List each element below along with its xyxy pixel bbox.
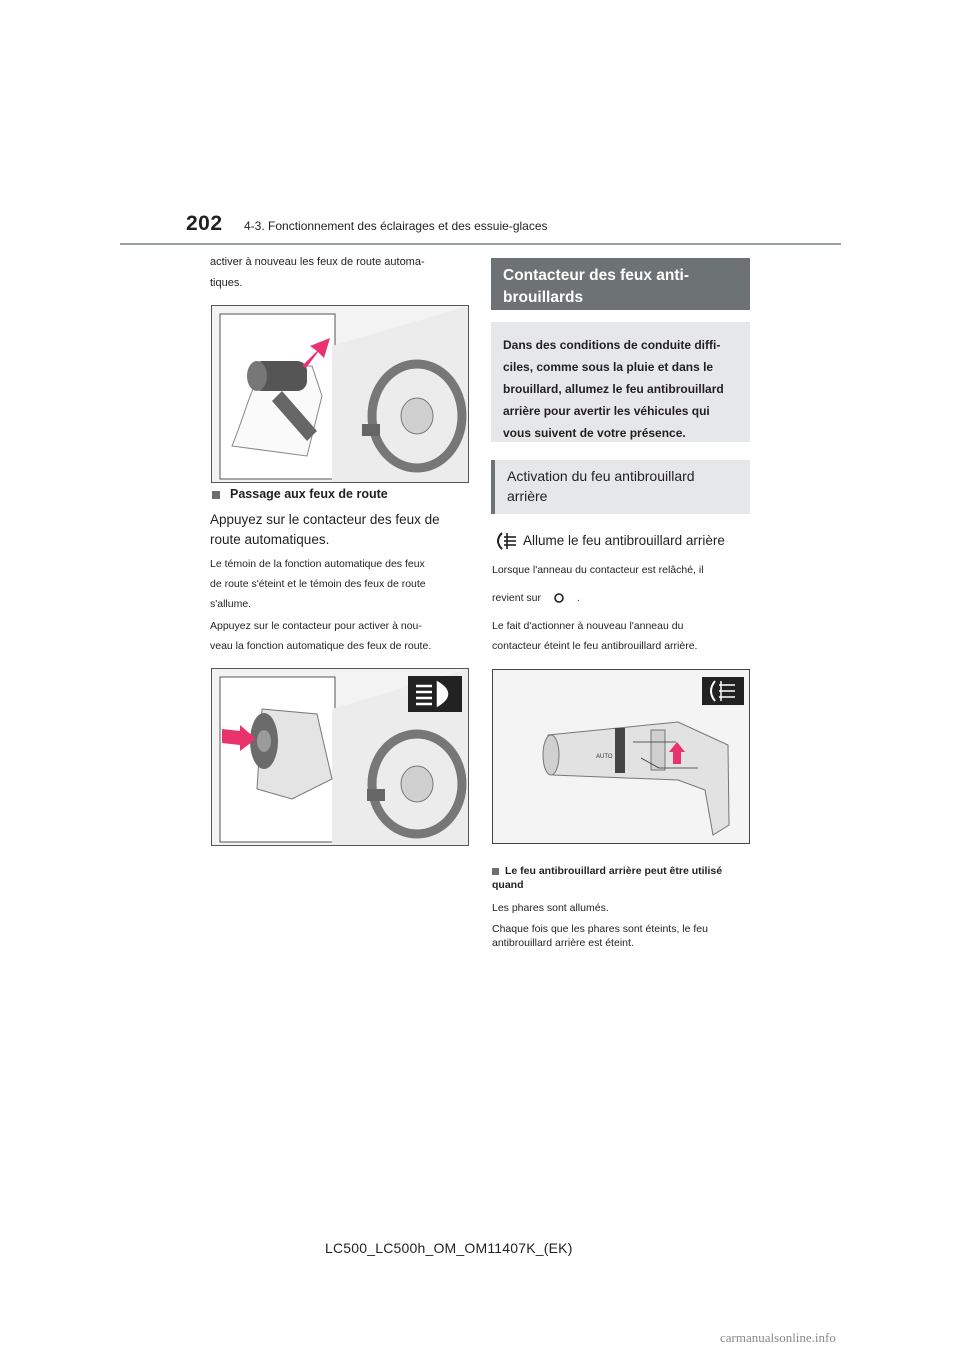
illustration-switch-press [212,669,468,845]
document-code: LC500_LC500h_OM_OM11407K_(EK) [325,1240,573,1256]
info-box: Dans des conditions de conduite diffi- ciles, comme sous la pluie et dans le brouillard, allumez le feu antibrouillard arrière pour avertir les véhicules qui vous suivent de votre présence. [491,322,750,442]
note-heading-text: Le feu antibrouillard arrière peut être utilisé quand [492,865,723,891]
auto-label: AUTO [596,754,613,760]
subhead-high-beam [212,487,388,501]
page-number: 202 [186,212,223,235]
illustration-lever-pull [212,306,468,482]
off-circle-icon [548,591,570,605]
illustration-fog-switch [493,670,749,843]
note-1: Les phares sont allumés. [492,902,609,914]
figure-press-switch [211,668,469,846]
fog-light-line [492,531,752,551]
subsection-box: Activation du feu antibrouillard arrière [491,460,750,514]
note-heading [492,864,752,892]
release-text-line2 [492,588,752,608]
subhead-label: Passage aux feux de route [230,487,388,501]
figure-fog-switch [492,669,750,844]
release-text-a: revient sur [492,592,542,604]
figure-pull-lever [211,305,469,483]
intro-text: activer à nouveau les feux de route automa- tiques. [210,256,425,289]
rear-fog-icon [492,531,520,551]
release-text-b: . [576,592,580,604]
explanation-paragraph-2: Appuyez sur le contacteur pour activer à nou- veau la fonction automatique des feux de route. [210,620,432,652]
release-text-line1: Lorsque l'anneau du contacteur est relâché, il [492,564,704,576]
note-2: Chaque fois que les phares sont éteints, le feu antibrouillard arrière est éteint. [492,923,708,949]
section-title: 4-3. Fonctionnement des éclairages et des essuie-glaces [244,219,548,233]
fog-light-caption: Allume le feu antibrouillard arrière [523,533,725,548]
instruction-text: Appuyez sur le contacteur des feux de route automatiques. [210,512,440,547]
off-text: Le fait d'actionner à nouveau l'anneau du contacteur éteint le feu antibrouillard arrière. [492,620,698,652]
bullet-square-icon [212,491,220,499]
watermark: carmanualsonline.info [720,1330,836,1345]
header-divider [120,243,841,245]
section-title-box: Contacteur des feux anti- brouillards [491,258,750,310]
explanation-paragraph-1: Le témoin de la fonction automatique des feux de route s'éteint et le témoin des feux de route s'allume. [210,558,426,610]
bullet-square-icon [492,868,499,875]
